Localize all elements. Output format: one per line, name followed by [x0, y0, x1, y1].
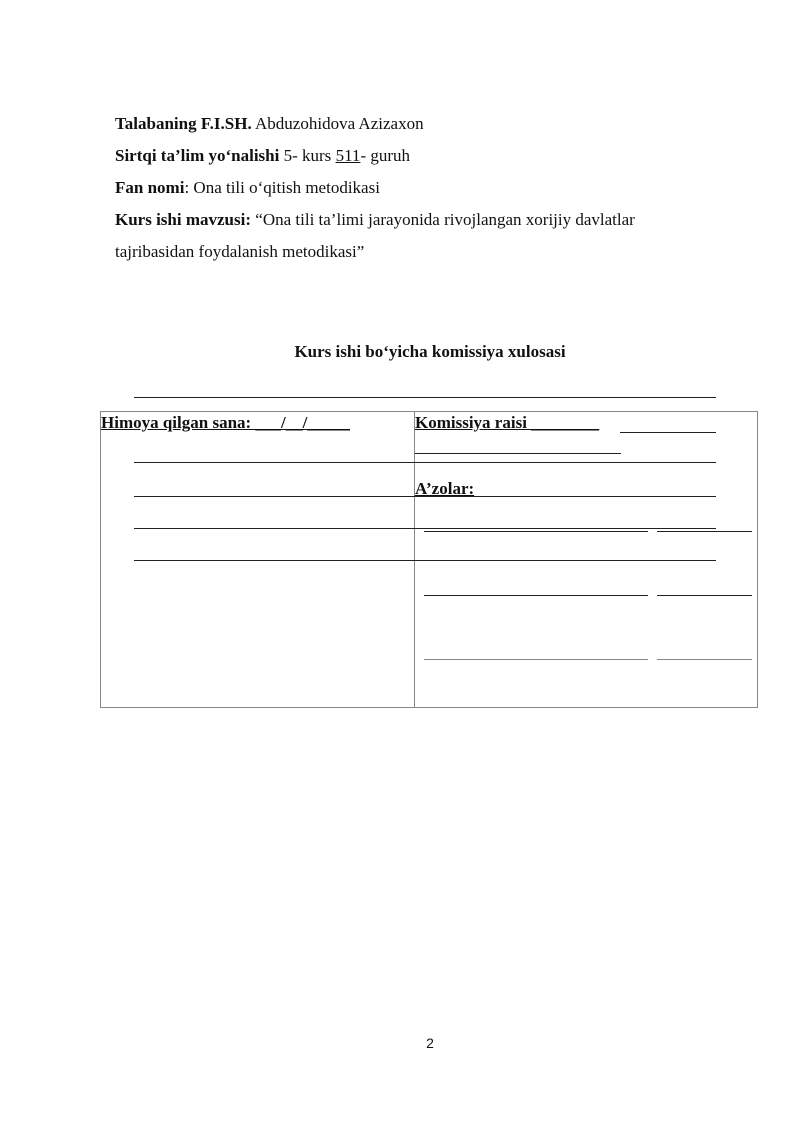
topic-value-line1: “Ona tili ta’limi jarayonida rivojlangan xorijiy davlatlar	[251, 210, 635, 229]
writing-line-3	[134, 496, 716, 497]
member-1-name-line	[424, 531, 648, 532]
subject-label: Fan nomi	[115, 178, 185, 197]
chairman-signature-line	[415, 453, 621, 454]
chairman-label: Komissiya raisi ________	[415, 413, 600, 432]
member-3-name-line	[424, 659, 648, 660]
topic-value-line2: tajribasidan foydalanish metodikasi”	[115, 242, 365, 261]
topic-line	[115, 204, 735, 236]
direction-label: Sirtqi ta’lim yo‘nalishi	[115, 146, 280, 165]
subject-value: : Ona tili o‘qitish metodikasi	[184, 178, 380, 197]
student-name-label: Talabaning F.I.SH.	[115, 114, 252, 133]
direction-line	[115, 140, 735, 172]
writing-line-4	[134, 528, 716, 529]
group-number: 511	[335, 146, 361, 165]
writing-line-5	[134, 560, 716, 561]
student-name-line	[115, 108, 735, 140]
topic-label: Kurs ishi mavzusi:	[115, 210, 252, 229]
student-info	[115, 108, 735, 268]
member-3-signature-line	[657, 659, 752, 660]
course-text: 5- kurs	[279, 146, 336, 165]
student-name-value: Abduzohidova Azizaxon	[251, 114, 424, 133]
defense-date-label: Himoya qilgan sana: ___/__/_____	[101, 413, 350, 432]
writing-line-2	[134, 462, 716, 463]
writing-line-1-right	[620, 432, 716, 433]
commission-title: Kurs ishi bo‘yicha komissiya xulosasi	[294, 342, 566, 361]
subject-line	[115, 172, 735, 204]
group-suffix: - guruh	[360, 146, 411, 165]
member-2-signature-line	[657, 595, 752, 596]
signature-line-top	[134, 397, 716, 398]
member-1-signature-line	[657, 531, 752, 532]
table-column-divider	[414, 411, 415, 707]
page-number: 2	[426, 1035, 434, 1051]
member-2-name-line	[424, 595, 648, 596]
topic-line-continued	[115, 236, 735, 268]
members-label: A’zolar:	[415, 479, 475, 498]
